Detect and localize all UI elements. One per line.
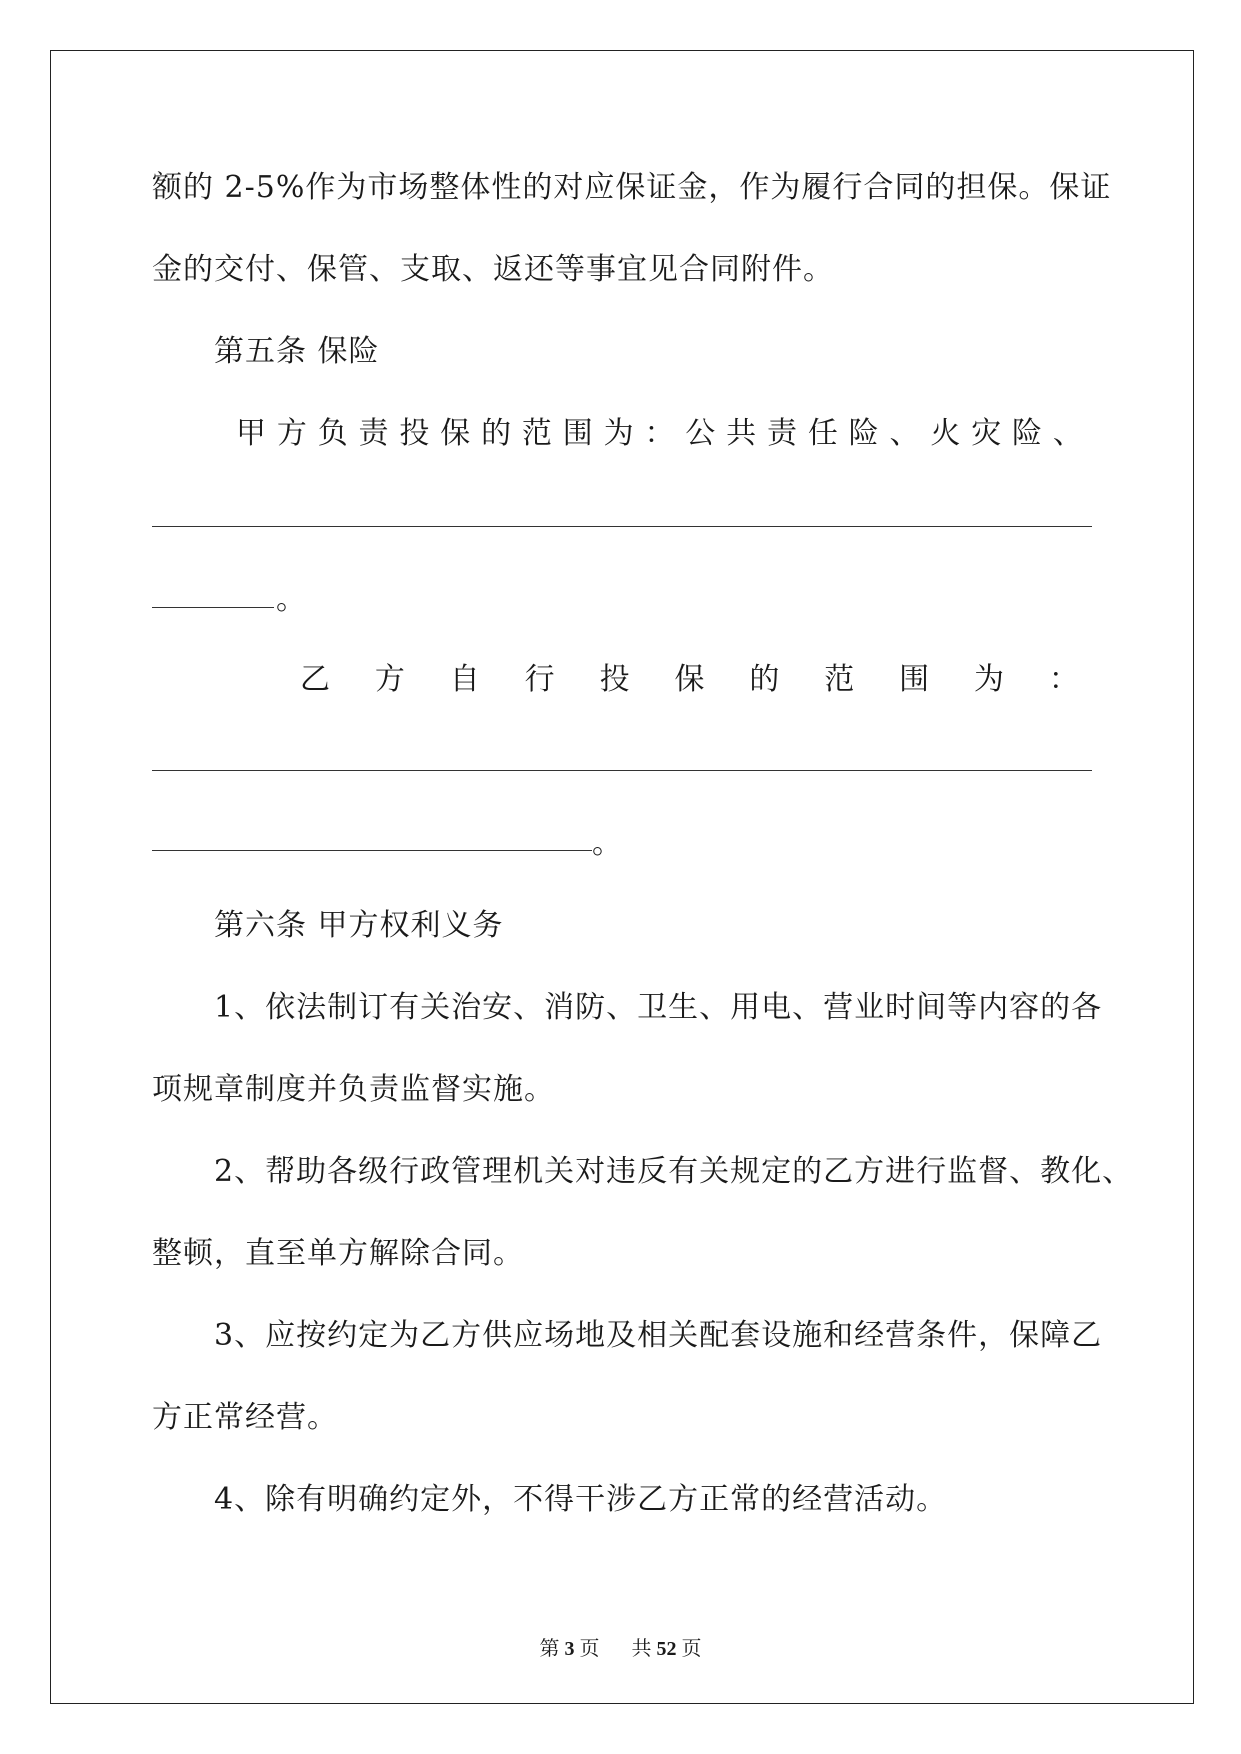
party_a_insurance-char: 火 — [930, 416, 962, 451]
footer-page-prefix: 第 — [539, 1638, 560, 1660]
item-4-line-1: 4、除有明确约定外，不得干涉乙方正常的经营活动。 — [214, 1482, 948, 1517]
party_a_insurance-char: 灾 — [971, 416, 1003, 451]
party_a_insurance-char: 甲 — [236, 416, 267, 451]
blank-fill-line — [152, 526, 1092, 527]
footer-page-number: 3 — [564, 1638, 575, 1660]
party_a_insurance-char: 方 — [276, 416, 308, 451]
party_a_insurance-char: 共 — [726, 416, 758, 451]
party_b_insurance-char: 乙 — [300, 662, 331, 697]
party_a_insurance-char: 责 — [766, 416, 798, 451]
footer-total-prefix: 共 — [631, 1638, 652, 1660]
period: 。 — [276, 582, 307, 617]
party_b_insurance-char: 行 — [524, 662, 556, 697]
party_a_insurance-char: 范 — [521, 416, 553, 451]
item-1-line-2: 项规章制度并负责监督实施。 — [152, 1072, 555, 1107]
party_b_insurance-char: 范 — [824, 662, 856, 697]
article-5-title: 第五条 保险 — [214, 334, 380, 369]
party-b-insurance-scope — [300, 660, 1080, 700]
blank-fill-line — [152, 770, 1092, 771]
party_b_insurance-char: 自 — [449, 662, 481, 697]
paragraph-deposit-line-2: 金的交付、保管、支取、返还等事宜见合同附件。 — [152, 252, 834, 287]
item-3-line-1: 3、应按约定为乙方供应场地及相关配套设施和经营条件，保障乙 — [214, 1318, 1103, 1353]
party_a_insurance-char: 保 — [440, 416, 472, 451]
party_a_insurance-char: 公 — [685, 416, 717, 451]
party_a_insurance-char: 的 — [481, 416, 513, 451]
party_a_insurance-char: 负 — [317, 416, 349, 451]
page-border — [50, 50, 1194, 1704]
party_a_insurance-char: 责 — [358, 416, 390, 451]
item-2-line-1: 2、帮助各级行政管理机关对违反有关规定的乙方进行监督、教化、 — [214, 1154, 1134, 1189]
party_a_insurance-char: 险 — [848, 416, 880, 451]
party_b_insurance-char: 保 — [674, 662, 706, 697]
paragraph-deposit-line-1: 额的 2-5%作为市场整体性的对应保证金，作为履行合同的担保。保证 — [152, 170, 1112, 205]
party_b_insurance-char: 为 — [974, 662, 1006, 697]
party_a_insurance-char: 险 — [1012, 416, 1044, 451]
period: 。 — [592, 826, 623, 861]
party_b_insurance-char: 方 — [374, 662, 406, 697]
party_b_insurance-char: 投 — [599, 662, 631, 697]
item-2-line-2: 整顿，直至单方解除合同。 — [152, 1236, 524, 1271]
footer-page-suffix: 页 — [579, 1638, 600, 1660]
item-1-line-1: 1、依法制订有关治安、消防、卫生、用电、营业时间等内容的各 — [214, 990, 1103, 1025]
party_b_insurance-char: 的 — [749, 662, 781, 697]
party_a_insurance-char: 投 — [399, 416, 431, 451]
party-a-insurance-scope — [236, 414, 1084, 454]
party_a_insurance-char: 、 — [1052, 416, 1084, 451]
blank-fill-line — [152, 850, 592, 851]
item-3-line-2: 方正常经营。 — [152, 1400, 338, 1435]
party_b_insurance-char: 围 — [899, 662, 931, 697]
page-footer — [0, 1632, 1241, 1661]
article-6-title: 第六条 甲方权利义务 — [214, 908, 504, 943]
footer-total-pages: 52 — [656, 1638, 677, 1660]
party_b_insurance-char: ： — [1048, 662, 1080, 697]
party_a_insurance-char: 为 — [603, 416, 635, 451]
blank-fill-line — [152, 607, 274, 608]
party_a_insurance-char: ： — [644, 416, 676, 451]
party_a_insurance-char: 任 — [807, 416, 839, 451]
party_a_insurance-char: 围 — [562, 416, 594, 451]
footer-total-suffix: 页 — [681, 1638, 702, 1660]
party_a_insurance-char: 、 — [889, 416, 921, 451]
